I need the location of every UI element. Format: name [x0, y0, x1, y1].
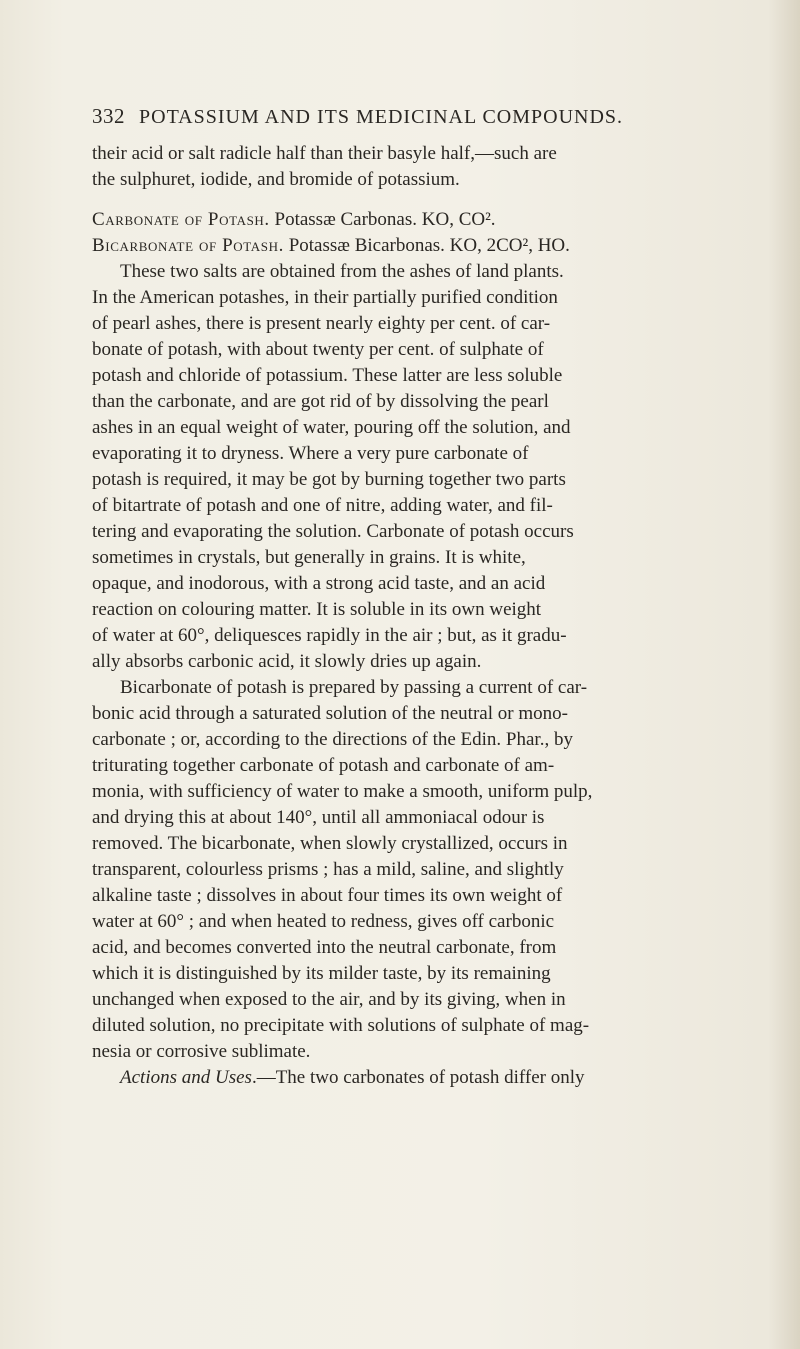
text-line: of bitartrate of potash and one of nitre, adding water, and fil- — [92, 495, 553, 516]
text-line: which it is distinguished by its milder taste, by its remaining — [92, 963, 551, 984]
text-line: tering and evaporating the solution. Carbonate of potash occurs — [92, 521, 574, 542]
text-line: triturating together carbonate of potash and carbonate of am- — [92, 755, 555, 776]
page-number: 332 — [92, 104, 125, 128]
text-line: diluted solution, no precipitate with solutions of sulphate of mag- — [92, 1015, 590, 1036]
text-line: potash is required, it may be got by burning together two parts — [92, 469, 566, 490]
text-line: unchanged when exposed to the air, and by its giving, when in — [92, 989, 566, 1010]
text-line: water at 60° ; and when heated to redness, gives off carbonic — [92, 911, 555, 932]
text-line: In the American potashes, in their partially purified condition — [92, 287, 558, 308]
text-line: opaque, and inodorous, with a strong acid taste, and an acid — [92, 573, 546, 594]
heading-carbonate: Carbonate of Potash. Potassæ Carbonas. KO, CO². — [92, 209, 496, 230]
paragraph-gap — [92, 193, 710, 207]
text-line: their acid or salt radicle half than their basyle half,—such are — [92, 143, 557, 164]
text-line: sometimes in crystals, but generally in grains. It is white, — [92, 547, 526, 568]
text-line: carbonate ; or, according to the directions of the Edin. Phar., by — [92, 729, 573, 750]
text-line: removed. The bicarbonate, when slowly crystallized, occurs in — [92, 833, 568, 854]
text-line: These two salts are obtained from the ashes of land plants. — [120, 261, 564, 282]
text-line: of pearl ashes, there is present nearly eighty per cent. of car- — [92, 313, 551, 334]
heading-bicarbonate: Bicarbonate of Potash. Potassæ Bicarbonas. KO, 2CO², HO. — [92, 235, 570, 256]
body-text — [92, 141, 710, 1091]
text-line: bonate of potash, with about twenty per cent. of sulphate of — [92, 339, 544, 360]
text-line: potash and chloride of potassium. These latter are less soluble — [92, 365, 563, 386]
text-line: Actions and Uses.—The two carbonates of potash differ only — [120, 1067, 585, 1088]
text-line: ally absorbs carbonic acid, it slowly dries up again. — [92, 651, 482, 672]
text-line: evaporating it to dryness. Where a very pure carbonate of — [92, 443, 529, 464]
text-line: acid, and becomes converted into the neutral carbonate, from — [92, 937, 557, 958]
text-line: and drying this at about 140°, until all ammoniacal odour is — [92, 807, 545, 828]
text-line: monia, with sufficiency of water to make a smooth, uniform pulp, — [92, 781, 593, 802]
text-line: the sulphuret, iodide, and bromide of potassium. — [92, 169, 460, 190]
text-line: transparent, colourless prisms ; has a mild, saline, and slightly — [92, 859, 564, 880]
text-line: than the carbonate, and are got rid of by dissolving the pearl — [92, 391, 549, 412]
text-line: of water at 60°, deliquesces rapidly in the air ; but, as it gradu- — [92, 625, 567, 646]
page-header — [92, 104, 702, 129]
text-line: reaction on colouring matter. It is soluble in its own weight — [92, 599, 542, 620]
running-title: POTASSIUM AND ITS MEDICINAL COMPOUNDS. — [139, 106, 624, 128]
text-line: ashes in an equal weight of water, pouring off the solution, and — [92, 417, 571, 438]
text-line: bonic acid through a saturated solution of the neutral or mono- — [92, 703, 568, 724]
text-line: nesia or corrosive sublimate. — [92, 1041, 311, 1062]
text-line: Bicarbonate of potash is prepared by passing a current of car- — [120, 677, 588, 698]
text-line: alkaline taste ; dissolves in about four times its own weight of — [92, 885, 563, 906]
